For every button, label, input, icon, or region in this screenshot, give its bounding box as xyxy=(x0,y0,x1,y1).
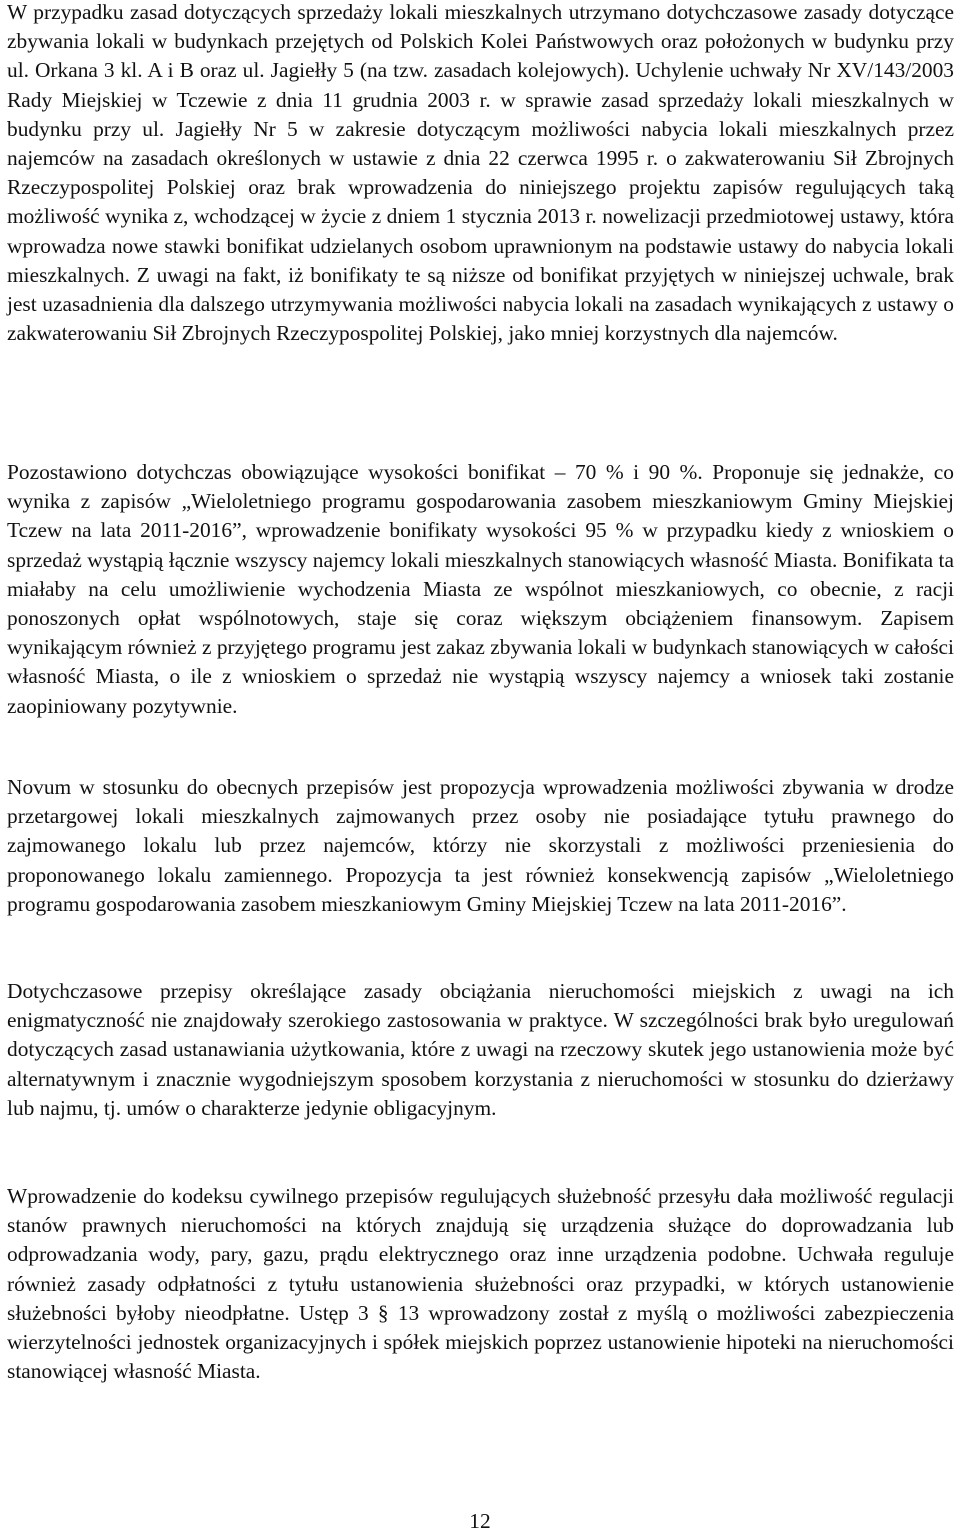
paragraph-tender-sale: Novum w stosunku do obecnych przepisów jest propozycja wprowadzenia możliwości zbywania w drodze przetargowej lokali mieszkalnych zajmowanych przez osoby nie posiadające tytułu prawnego do zajmowanego lokalu lub przez najemców, którzy nie skorzystali z możliwości przeniesienia do proponowanego lokalu zamiennego. Propozycja ta jest również konsekwencją zapisów „Wieloletniego programu gospodarowania zasobem mieszkaniowym Gminy Miejskiej Tczew na lata 2011-2016”. xyxy=(7,775,954,916)
paragraph-bonus-rates: Pozostawiono dotychczas obowiązujące wysokości bonifikat – 70 % i 90 %. Proponuje się jednakże, co wynika z zapisów „Wieloletniego programu gospodarowania zasobem mieszkaniowym Gminy Miejskiej Tczew na lata 2011-2016”, wprowadzenie bonifikaty wysokości 95 % w przypadku kiedy z wnioskiem o sprzedaż wystąpią łącznie wszyscy najemcy lokali mieszkalnych stanowiących własność Miasta. Bonifikata ta miałaby na celu umożliwienie wychodzenia Miasta ze wspólnot mieszkaniowych, co obecnie, z racji ponoszonych opłat wspólnotowych, staje się coraz większym obciążeniem finansowym. Zapisem wynikającym również z przyjętego programu jest zakaz zbywania lokali w budynkach stanowiących w całości własność Miasta, o ile z wnioskiem o sprzedaż nie wystąpią wszyscy najemcy a wniosek taki zostanie zaopiniowany pozytywnie. xyxy=(7,460,954,718)
paragraph-sales-rules: W przypadku zasad dotyczących sprzedaży lokali mieszkalnych utrzymano dotychczasowe zasady dotyczące zbywania lokali w budynkach przejętych od Polskich Kolei Państwowych oraz położonych w budynku przy ul. Orkana 3 kl. A i B oraz ul. Jagiełły 5 (na tzw. zasadach kolejowych). Uchylenie uchwały Nr XV/143/2003 Rady Miejskiej w Tczewie z dnia 11 grudnia 2003 r. w sprawie zasad sprzedaży lokali mieszkalnych w budynku przy ul. Jagiełły Nr 5 w zakresie dotyczącym możliwości nabycia lokali mieszkalnych przez najemców na zasadach określonych w ustawie z dnia 22 czerwca 1995 r. o zakwaterowaniu Sił Zbrojnych Rzeczypospolitej Polskiej oraz brak wprowadzenia do niniejszego projektu zapisów regulujących taką możliwość wynika z, wchodzącej w życie z dniem 1 stycznia 2013 r. nowelizacji przedmiotowej ustawy, która wprowadza nowe stawki bonifikat udzielanych osobom uprawnionym na podstawie ustawy do nabycia lokali mieszkalnych. Z uwagi na fakt, iż bonifikaty te są niższe od bonifikat przyjętych w niniejszej uchwale, brak jest uzasadnienia dla dalszego utrzymywania możliwości nabycia lokali na zasadach wynikających z ustawy o zakwaterowaniu Sił Zbrojnych Rzeczypospolitej Polskiej, jako mniej korzystnych dla najemców. xyxy=(7,0,954,346)
page-number: 12 xyxy=(469,1509,491,1533)
paragraph-encumbrance-rules: Dotychczasowe przepisy określające zasady obciążania nieruchomości miejskich z uwagi na ich enigmatyczność nie znajdowały szerokiego zastosowania w praktyce. W szczególności brak było uregulowań dotyczących zasad ustanawiania użytkowania, które z uwagi na rzeczowy skutek jego ustanowienia może być alternatywnym i znacznie wygodniejszym sposobem korzystania z nieruchomości w stosunku do dzierżawy lub najmu, tj. umów o charakterze jedynie obligacyjnym. xyxy=(7,979,954,1120)
paragraph-transmission-easement: Wprowadzenie do kodeksu cywilnego przepisów regulujących służebność przesyłu dała możliwość regulacji stanów prawnych nieruchomości na których znajdują się urządzenia służące do doprowadzania lub odprowadzania wody, pary, gazu, prądu elektrycznego oraz inne urządzenia podobne. Uchwała reguluje również zasady odpłatności z tytułu ustanowienia służebności oraz przypadki, w których ustanowienie służebności byłoby nieodpłatne. Ustęp 3 § 13 wprowadzony został z myślą o możliwości zabezpieczenia wierzytelności jednostek organizacyjnych i spółek miejskich poprzez ustanowienie hipoteki na nieruchomości stanowiącej własność Miasta. xyxy=(7,1184,954,1384)
